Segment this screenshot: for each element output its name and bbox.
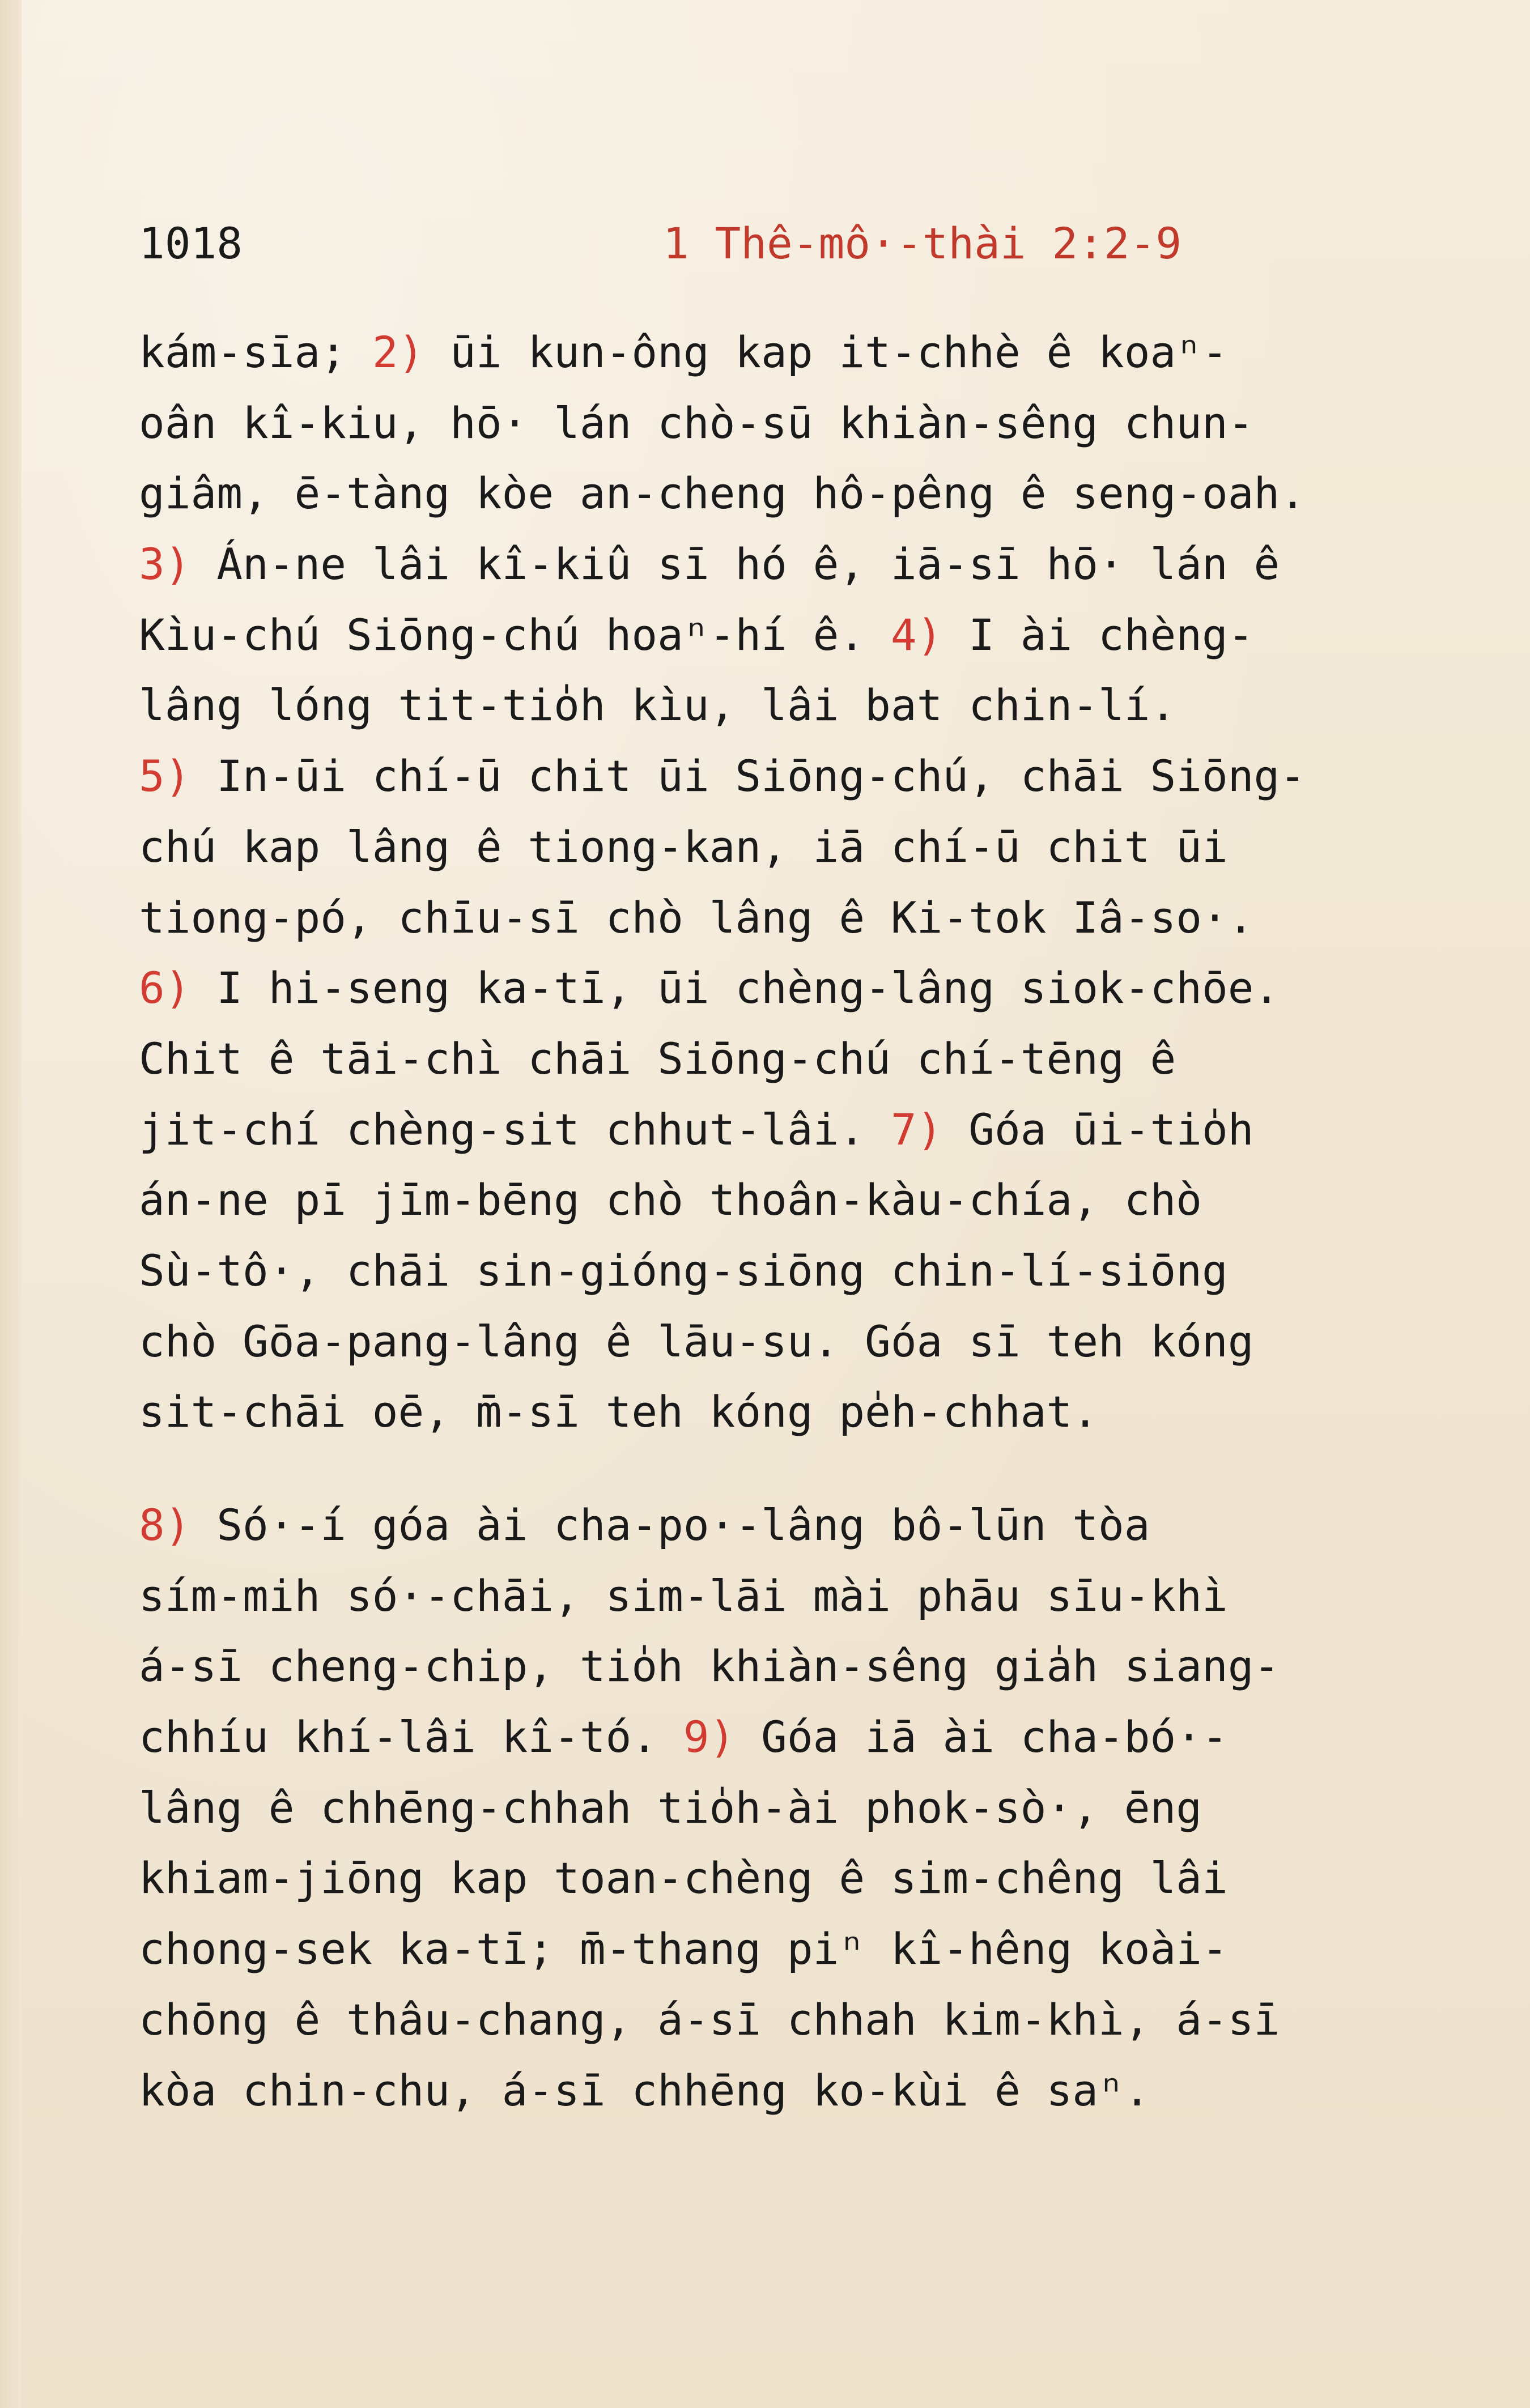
verse-text: sit-chāi oē, m̄-sī teh kóng pe̍h-chhat.: [139, 1386, 1098, 1437]
text-line: [139, 1165, 1420, 1236]
text-line: [139, 670, 1420, 741]
verse-text: giâm, ē-tàng kòe an-cheng hô-pêng ê seng-oah.: [139, 468, 1306, 519]
paragraph-2: [139, 1490, 1420, 2126]
verse-number: 7): [890, 1104, 943, 1155]
verse-text: I hi-seng ka-tī, ūi chèng-lâng siok-chōe.: [190, 963, 1280, 1014]
page-gutter-edge: [0, 0, 22, 2408]
verse-text: I ài chèng-: [942, 609, 1254, 660]
running-head: 1 Thê-mô·-thài 2:2-9: [663, 218, 1182, 269]
text-line: [139, 1914, 1420, 1985]
verse-text: Só·-í góa ài cha-po·-lâng bô-lūn tòa: [190, 1500, 1150, 1550]
verse-text: án-ne pī jīm-bēng chò thoân-kàu-chía, chò: [139, 1175, 1202, 1226]
verse-text: sím-mih só·-chāi, sim-lāi mài phāu sīu-khì: [139, 1570, 1228, 1621]
verse-text: lâng ê chhēng-chhah tio̍h-ài phok-sò·, ēng: [139, 1782, 1202, 1833]
text-line: [139, 1024, 1420, 1095]
verse-text: á-sī cheng-chip, tio̍h khiàn-sêng gia̍h siang-: [139, 1641, 1280, 1692]
verse-text: khiam-jiōng kap toan-chèng ê sim-chêng lâi: [139, 1853, 1228, 1904]
text-line: [139, 812, 1420, 883]
text-line: [139, 529, 1420, 600]
text-line: [139, 1307, 1420, 1377]
verse-text: Kìu-chú Siōng-chú hoaⁿ-hí ê.: [139, 609, 891, 660]
verse-number: 8): [139, 1500, 191, 1550]
verse-number: 3): [139, 539, 191, 590]
text-line: [139, 1377, 1420, 1448]
text-line: [139, 2056, 1420, 2126]
verse-number: 2): [372, 327, 424, 377]
text-line: [139, 953, 1420, 1024]
verse-text: kòa chin-chu, á-sī chhēng ko-kùi ê saⁿ.: [139, 2065, 1150, 2116]
text-line: [139, 458, 1420, 529]
text-line: [139, 741, 1420, 812]
text-line: [139, 1631, 1420, 1702]
verse-text: chhíu khí-lâi kî-tó.: [139, 1712, 683, 1763]
verse-text: oân kî-kiu, hō· lán chò-sū khiàn-sêng chun-: [139, 397, 1254, 448]
paragraph-1: [139, 317, 1420, 1448]
text-line: [139, 1702, 1420, 1773]
verse-number: 9): [683, 1712, 736, 1763]
page-number: 1018: [139, 218, 243, 269]
verse-number: 6): [139, 963, 191, 1014]
verse-text: Chit ê tāi-chì chāi Siōng-chú chí-tēng ê: [139, 1033, 1176, 1084]
text-line: [139, 600, 1420, 671]
text-line: [139, 1843, 1420, 1914]
verse-text: In-ūi chí-ū chit ūi Siōng-chú, chāi Siōng-: [190, 751, 1306, 802]
verse-text: kám-sīa;: [139, 327, 372, 377]
text-line: [139, 1236, 1420, 1307]
verse-text: Án-ne lâi kî-kiû sī hó ê, iā-sī hō· lán ê: [190, 539, 1280, 590]
verse-text: Sù-tô·, chāi sin-gióng-siōng chin-lí-siōng: [139, 1245, 1228, 1296]
verse-text: chò Gōa-pang-lâng ê lāu-su. Góa sī teh kóng: [139, 1316, 1254, 1367]
text-line: [139, 1985, 1420, 2056]
verse-number: 4): [890, 609, 943, 660]
verse-text: chú kap lâng ê tiong-kan, iā chí-ū chit ūi: [139, 821, 1228, 872]
text-line: [139, 883, 1420, 954]
verse-text: tiong-pó, chīu-sī chò lâng ê Ki-tok Iâ-so·.: [139, 892, 1254, 943]
text-line: [139, 317, 1420, 388]
text-line: [139, 1561, 1420, 1632]
page-header: [139, 215, 1420, 272]
text-line: [139, 1773, 1420, 1844]
text-line: [139, 388, 1420, 459]
verse-text: chong-sek ka-tī; m̄-thang piⁿ kî-hêng koài-: [139, 1924, 1228, 1975]
verse-text: Góa ūi-tio̍h: [942, 1104, 1254, 1155]
verse-text: ūi kun-ông kap it-chhè ê koaⁿ-: [424, 327, 1228, 377]
text-line: [139, 1490, 1420, 1561]
verse-text: lâng lóng tit-tio̍h kìu, lâi bat chin-lí.: [139, 680, 1176, 731]
verse-text: jit-chí chèng-sit chhut-lâi.: [139, 1104, 891, 1155]
verse-number: 5): [139, 751, 191, 802]
verse-text: Góa iā ài cha-bó·-: [735, 1712, 1228, 1763]
text-line: [139, 1095, 1420, 1165]
verse-text: chōng ê thâu-chang, á-sī chhah kim-khì, á-sī: [139, 1994, 1280, 2045]
